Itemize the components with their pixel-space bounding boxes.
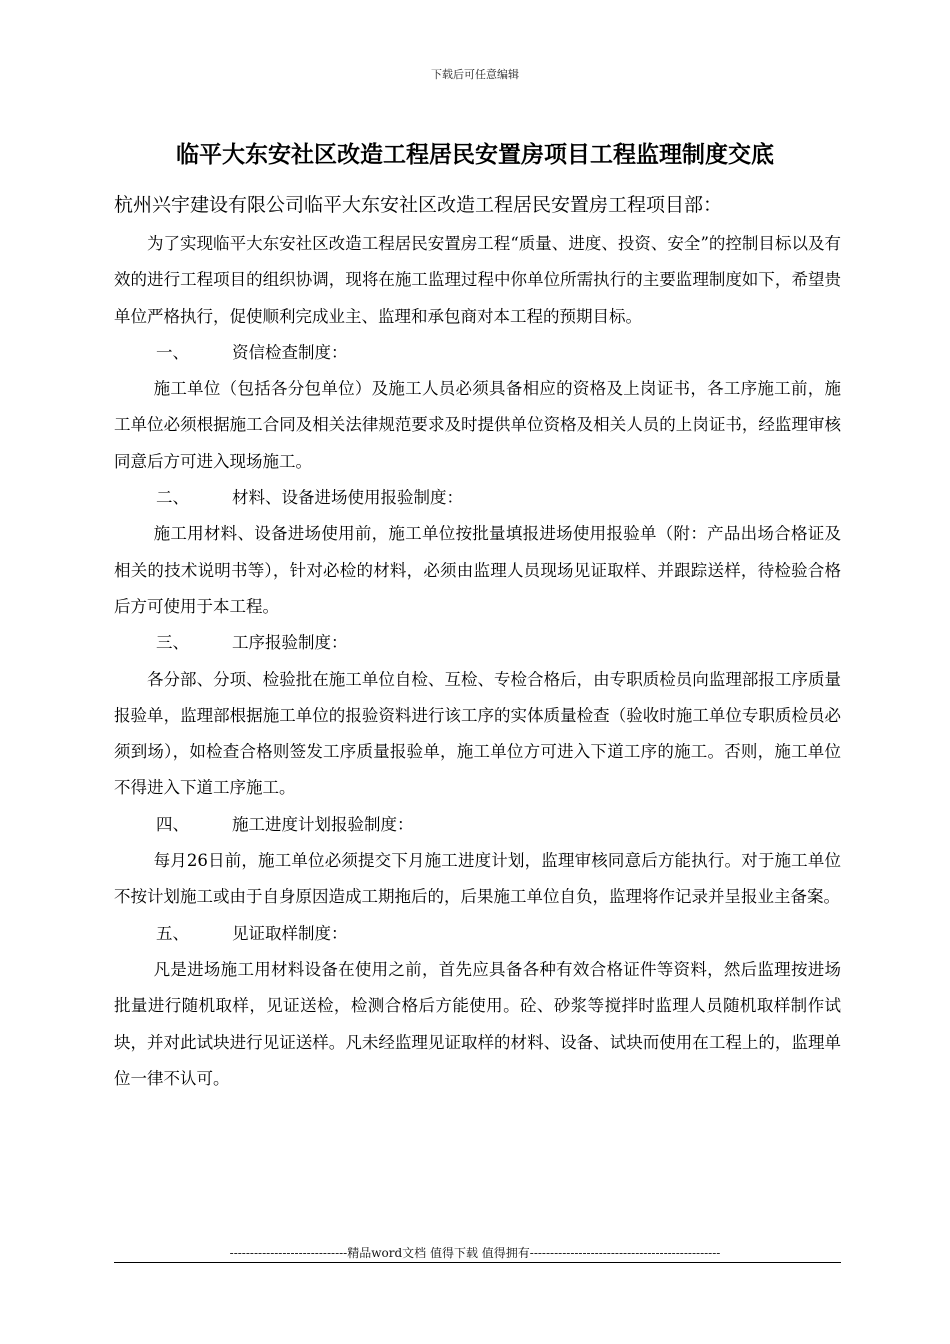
section-title: 材料、设备进场使用报验制度：	[232, 488, 463, 508]
section-title: 施工进度计划报验制度：	[232, 814, 414, 834]
section-body-2: 施工用材料、设备进场使用前，施工单位按批量填报进场使用报验单（附：产品出场合格证及相关的技术说明书等），针对必检的材料，必须由监理人员现场见证取样、并跟踪送样，待检验合格后方可使用于本工程。	[114, 524, 841, 616]
addressee: 杭州兴宇建设有限公司临平大东安社区改造工程居民安置房工程项目部：	[114, 194, 723, 216]
section-number: 三、	[156, 633, 189, 653]
header-note: 下载后可任意编辑	[431, 68, 519, 81]
section-title: 工序报验制度：	[232, 633, 348, 653]
footer-divider	[114, 1262, 841, 1263]
document-body	[114, 226, 841, 1097]
section-heading-5	[114, 916, 841, 952]
section-heading-4	[114, 807, 841, 843]
section-heading-3	[114, 625, 841, 661]
section-body-1: 施工单位（包括各分包单位）及施工人员必须具备相应的资格及上岗证书，各工序施工前，施工单位必须根据施工合同及相关法律规范要求及时提供单位资格及相关人员的上岗证书，经监理审核同意后方可进入现场施工。	[114, 379, 841, 471]
section-number: 四、	[156, 814, 189, 834]
section-heading-1	[114, 335, 841, 371]
section-number: 二、	[156, 488, 189, 508]
section-number: 五、	[156, 923, 189, 943]
footer-text: -----------------------------精品word文档 值得下载 值得拥有-----------------------------------------------	[229, 1246, 721, 1260]
document-title: 临平大东安社区改造工程居民安置房项目工程监理制度交底	[176, 141, 774, 168]
section-number: 一、	[156, 342, 189, 362]
section-body-4: 每月26日前，施工单位必须提交下月施工进度计划，监理审核同意后方能执行。对于施工单位不按计划施工或由于自身原因造成工期拖后的，后果施工单位自负，监理将作记录并呈报业主备案。	[114, 851, 841, 907]
section-body-3: 各分部、分项、检验批在施工单位自检、互检、专检合格后，由专职质检员向监理部报工序质量报验单，监理部根据施工单位的报验资料进行该工序的实体质量检查（验收时施工单位专职质检员必须到场），如检查合格则签发工序质量报验单，施工单位方可进入下道工序的施工。否则，施工单位不得进入下道工序施工。	[114, 669, 841, 798]
section-heading-2	[114, 480, 841, 516]
section-title: 资信检查制度：	[232, 342, 348, 362]
intro-paragraph: 为了实现临平大东安社区改造工程居民安置房工程“质量、进度、投资、安全”的控制目标以及有效的进行工程项目的组织协调，现将在施工监理过程中你单位所需执行的主要监理制度如下，希望贵单位严格执行，促使顺利完成业主、监理和承包商对本工程的预期目标。	[114, 234, 841, 326]
section-body-5: 凡是进场施工用材料设备在使用之前，首先应具备各种有效合格证件等资料，然后监理按进场批量进行随机取样，见证送检，检测合格后方能使用。砼、砂浆等搅拌时监理人员随机取样制作试块，并对此试块进行见证送样。凡未经监理见证取样的材料、设备、试块而使用在工程上的，监理单位一律不认可。	[114, 959, 841, 1088]
section-title: 见证取样制度：	[232, 923, 348, 943]
